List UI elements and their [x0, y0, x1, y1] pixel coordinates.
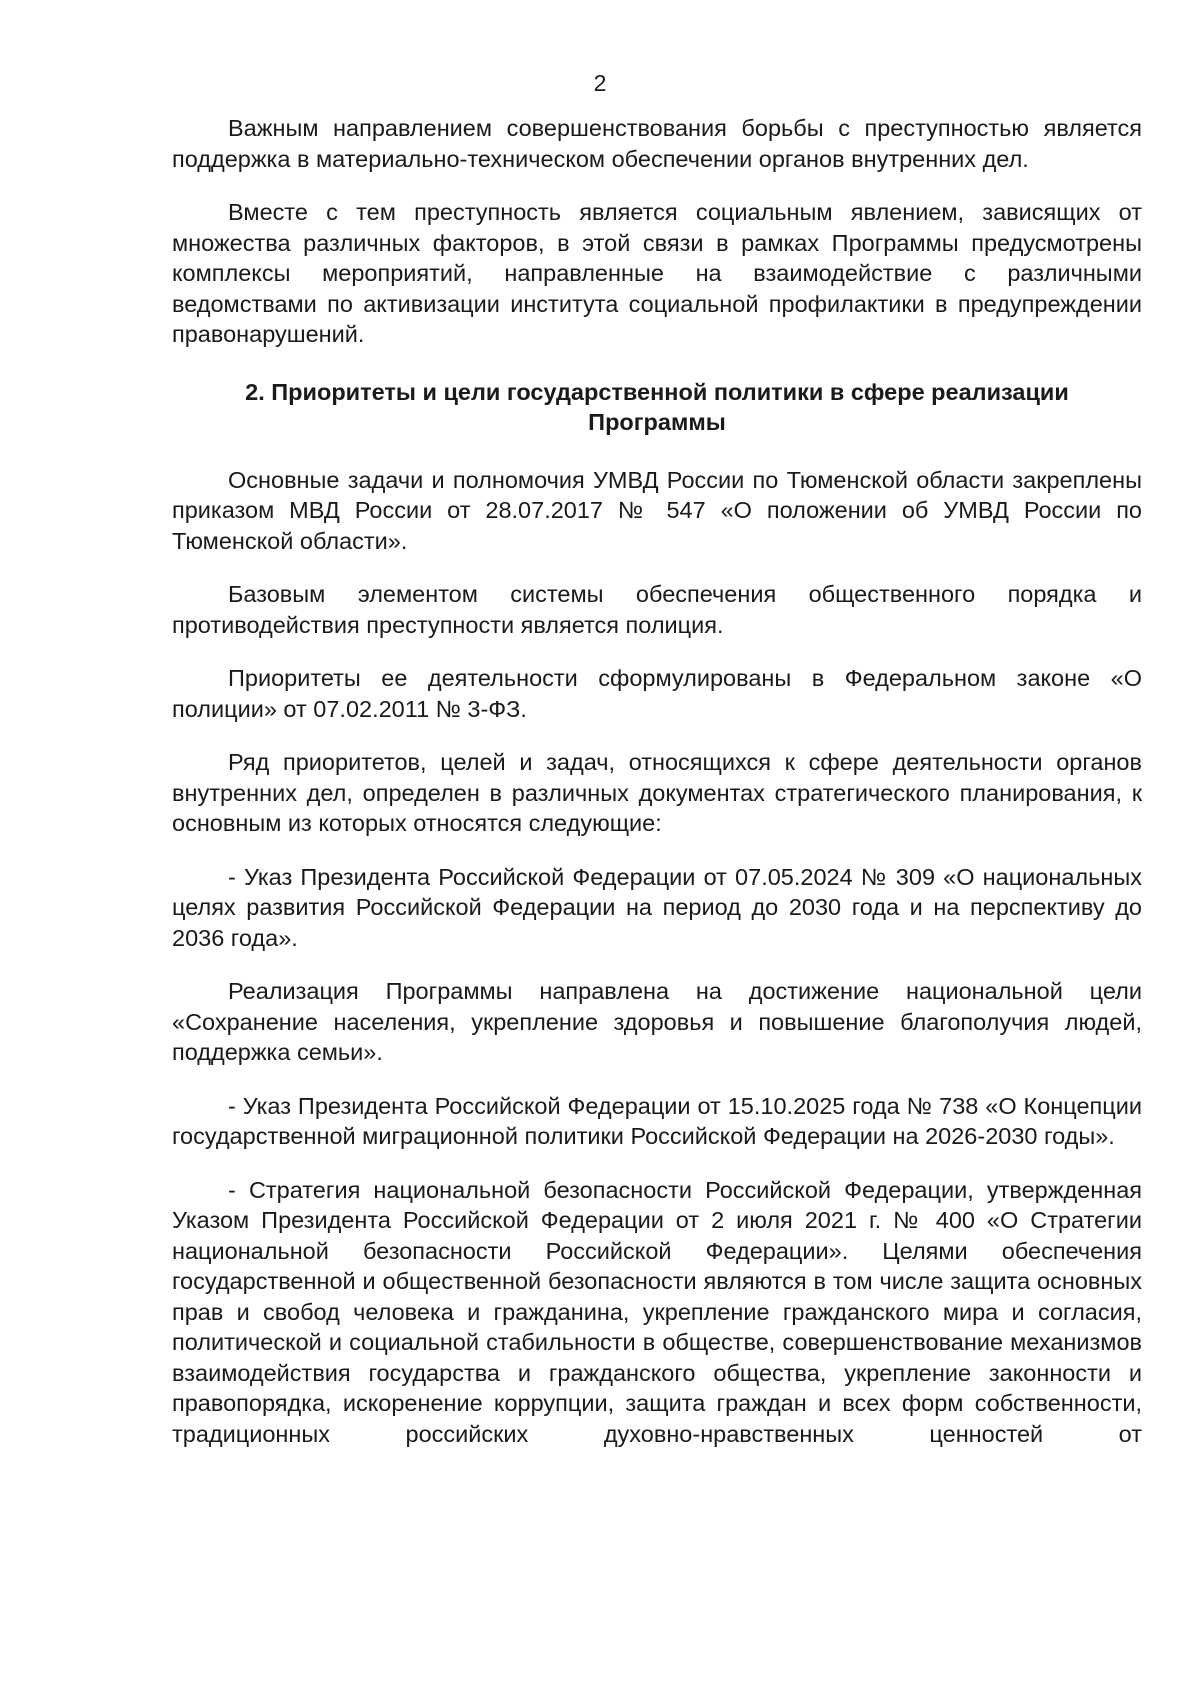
paragraph-social-phenomenon: Вместе с тем преступность является социальным явлением, зависящих от множества различных факторов, в этой связи в рамках Программы предусмотрены комплексы мероприятий, направленные на взаимодействие с различными ведомствами по активизации института социальной профилактики в предупреждении правонарушений.: [172, 199, 1142, 347]
paragraph-decree-309: - Указ Президента Российской Федерации от 07.05.2024 № 309 «О национальных целях развития Российской Федерации на период до 2030 года и на перспективу до 2036 года».: [172, 863, 1142, 951]
paragraph-police-basis: Базовым элементом системы обеспечения общественного порядка и противодействия преступности является полиция.: [172, 581, 1142, 638]
paragraph-security-strategy: - Стратегия национальной безопасности Российской Федерации, утвержденная Указом Президента Российской Федерации от 2 июля 2021 г. № 400 «О Стратегии национальной безопасности Российской Федерации». Целями обеспечения государственной и общественной безопасности являются в том числе защита основных прав и свобод человека и гражданина, укрепление гражданского мира и согласия, политической и социальной стабильности в обществе, совершенствование механизмов взаимодействия государства и гражданского общества, укрепление законности и правопорядка, искоренение коррупции, защита граждан и всех форм собственности, традиционных российских духовно-нравственных ценностей от: [172, 1176, 1142, 1447]
paragraph-decree-738: - Указ Президента Российской Федерации от 15.10.2025 года № 738 «О Концепции государственной миграционной политики Российской Федерации на 2026-2030 годы».: [172, 1092, 1142, 1149]
paragraph-umvd-tasks: Основные задачи и полномочия УМВД России по Тюменской области закреплены приказом МВД России от 28.07.2017 № 547 «О положении об УМВД России по Тюменской области».: [172, 466, 1142, 554]
paragraph-material-support: Важным направлением совершенствования борьбы с преступностью является поддержка в материально-техническом обеспечении органов внутренних дел.: [172, 115, 1142, 172]
paragraph-priorities-list-intro: Ряд приоритетов, целей и задач, относящихся к сфере деятельности органов внутренних дел, определен в различных документах стратегического планирования, к основным из которых относятся следующие:: [172, 749, 1142, 836]
section-heading: 2. Приоритеты и цели государственной политики в сфере реализации Программы: [245, 378, 1069, 435]
paragraph-police-law: Приоритеты ее деятельности сформулированы в Федеральном законе «О полиции» от 07.02.2011 № 3-ФЗ.: [172, 665, 1142, 722]
page-number: 2: [593, 70, 607, 96]
document-body: [172, 113, 1142, 1472]
paragraph-national-goal: Реализация Программы направлена на достижение национальной цели «Сохранение населения, укрепление здоровья и повышение благополучия людей, поддержка семьи».: [172, 978, 1142, 1065]
